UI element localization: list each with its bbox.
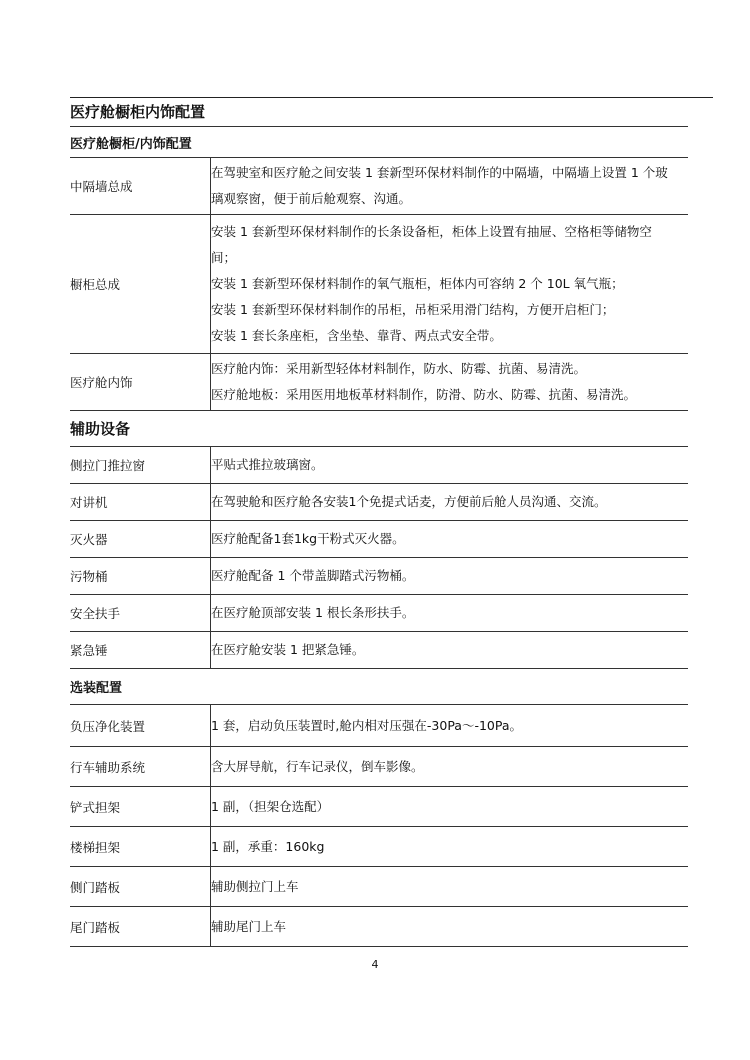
row-value: 含大屏导航，行车记录仪，倒车影像。 bbox=[211, 747, 689, 787]
page-number: 4 bbox=[371, 958, 379, 971]
table-row bbox=[70, 907, 688, 947]
row-value: 辅助尾门上车 bbox=[211, 907, 689, 947]
row-label: 行车辅助系统 bbox=[70, 747, 211, 787]
value-line: 间； bbox=[211, 250, 237, 265]
row-value bbox=[211, 158, 689, 215]
value-line: 安装 1 套新型环保材料制作的氧气瓶柜，柜体内可容纳 2 个 10L 氧气瓶； bbox=[211, 276, 624, 291]
group-header-auxiliary bbox=[70, 411, 688, 447]
value-line: 安装 1 套长条座柜，含坐垫、靠背、两点式安全带。 bbox=[211, 328, 502, 343]
row-label: 侧门踏板 bbox=[70, 867, 211, 907]
row-value: 1 副，承重：160kg bbox=[211, 827, 689, 867]
row-label: 中隔墙总成 bbox=[70, 158, 211, 215]
row-value: 平贴式推拉玻璃窗。 bbox=[211, 447, 689, 484]
group-header-optional bbox=[70, 669, 688, 705]
row-label: 楼梯担架 bbox=[70, 827, 211, 867]
value-line: 医疗舱内饰：采用新型轻体材料制作，防水、防霉、抗菌、易清洗。 bbox=[211, 361, 587, 376]
row-label: 铲式担架 bbox=[70, 787, 211, 827]
section-title: 医疗舱橱柜内饰配置 bbox=[70, 103, 206, 121]
value-line: 在驾驶室和医疗舱之间安装 1 套新型环保材料制作的中隔墙，中隔墙上设置 1 个玻 bbox=[211, 165, 668, 180]
table-row bbox=[70, 827, 688, 867]
table-row bbox=[70, 521, 688, 558]
table-row bbox=[70, 787, 688, 827]
value-line: 医疗舱地板：采用医用地板革材料制作，防滑、防水、防霉、抗菌、易清洗。 bbox=[211, 387, 637, 402]
row-value: 医疗舱配备1套1kg干粉式灭火器。 bbox=[211, 521, 689, 558]
table-row bbox=[70, 632, 688, 669]
row-label: 尾门踏板 bbox=[70, 907, 211, 947]
row-value: 医疗舱配备 1 个带盖脚踏式污物桶。 bbox=[211, 558, 689, 595]
row-label: 对讲机 bbox=[70, 484, 211, 521]
value-line: 璃观察窗，便于前后舱观察、沟通。 bbox=[211, 191, 412, 206]
table-row bbox=[70, 484, 688, 521]
group-title-cabinet: 医疗舱橱柜/内饰配置 bbox=[70, 127, 688, 158]
row-label: 负压净化装置 bbox=[70, 705, 211, 747]
row-label: 侧拉门推拉窗 bbox=[70, 447, 211, 484]
row-label: 紧急锤 bbox=[70, 632, 211, 669]
row-value: 1 套，启动负压装置时,舱内相对压强在-30Pa～-10Pa。 bbox=[211, 705, 689, 747]
row-value: 辅助侧拉门上车 bbox=[211, 867, 689, 907]
table-row bbox=[70, 447, 688, 484]
table-row bbox=[70, 158, 688, 215]
table-row bbox=[70, 705, 688, 747]
row-label: 橱柜总成 bbox=[70, 215, 211, 354]
row-value bbox=[211, 354, 689, 411]
table-row bbox=[70, 215, 688, 354]
table-row bbox=[70, 354, 688, 411]
row-value: 1 副，（担架仓选配） bbox=[211, 787, 689, 827]
table-row bbox=[70, 558, 688, 595]
row-label: 灭火器 bbox=[70, 521, 211, 558]
row-label: 污物桶 bbox=[70, 558, 211, 595]
group-title-optional: 选装配置 bbox=[70, 669, 688, 705]
group-title-auxiliary: 辅助设备 bbox=[70, 411, 688, 447]
top-rule bbox=[70, 97, 713, 98]
value-line: 安装 1 套新型环保材料制作的长条设备柜，柜体上设置有抽屉、空格柜等储物空 bbox=[211, 224, 652, 239]
row-value bbox=[211, 215, 689, 354]
table-row bbox=[70, 595, 688, 632]
group-header-cabinet bbox=[70, 127, 688, 158]
row-label: 安全扶手 bbox=[70, 595, 211, 632]
row-label: 医疗舱内饰 bbox=[70, 354, 211, 411]
table-row bbox=[70, 867, 688, 907]
row-value: 在医疗舱顶部安装 1 根长条形扶手。 bbox=[211, 595, 689, 632]
row-value: 在医疗舱安装 1 把紧急锤。 bbox=[211, 632, 689, 669]
spec-table bbox=[70, 126, 688, 947]
row-value: 在驾驶舱和医疗舱各安装1个免提式话麦，方便前后舱人员沟通、交流。 bbox=[211, 484, 689, 521]
value-line: 安装 1 套新型环保材料制作的吊柜，吊柜采用滑门结构，方便开启柜门； bbox=[211, 302, 615, 317]
table-row bbox=[70, 747, 688, 787]
